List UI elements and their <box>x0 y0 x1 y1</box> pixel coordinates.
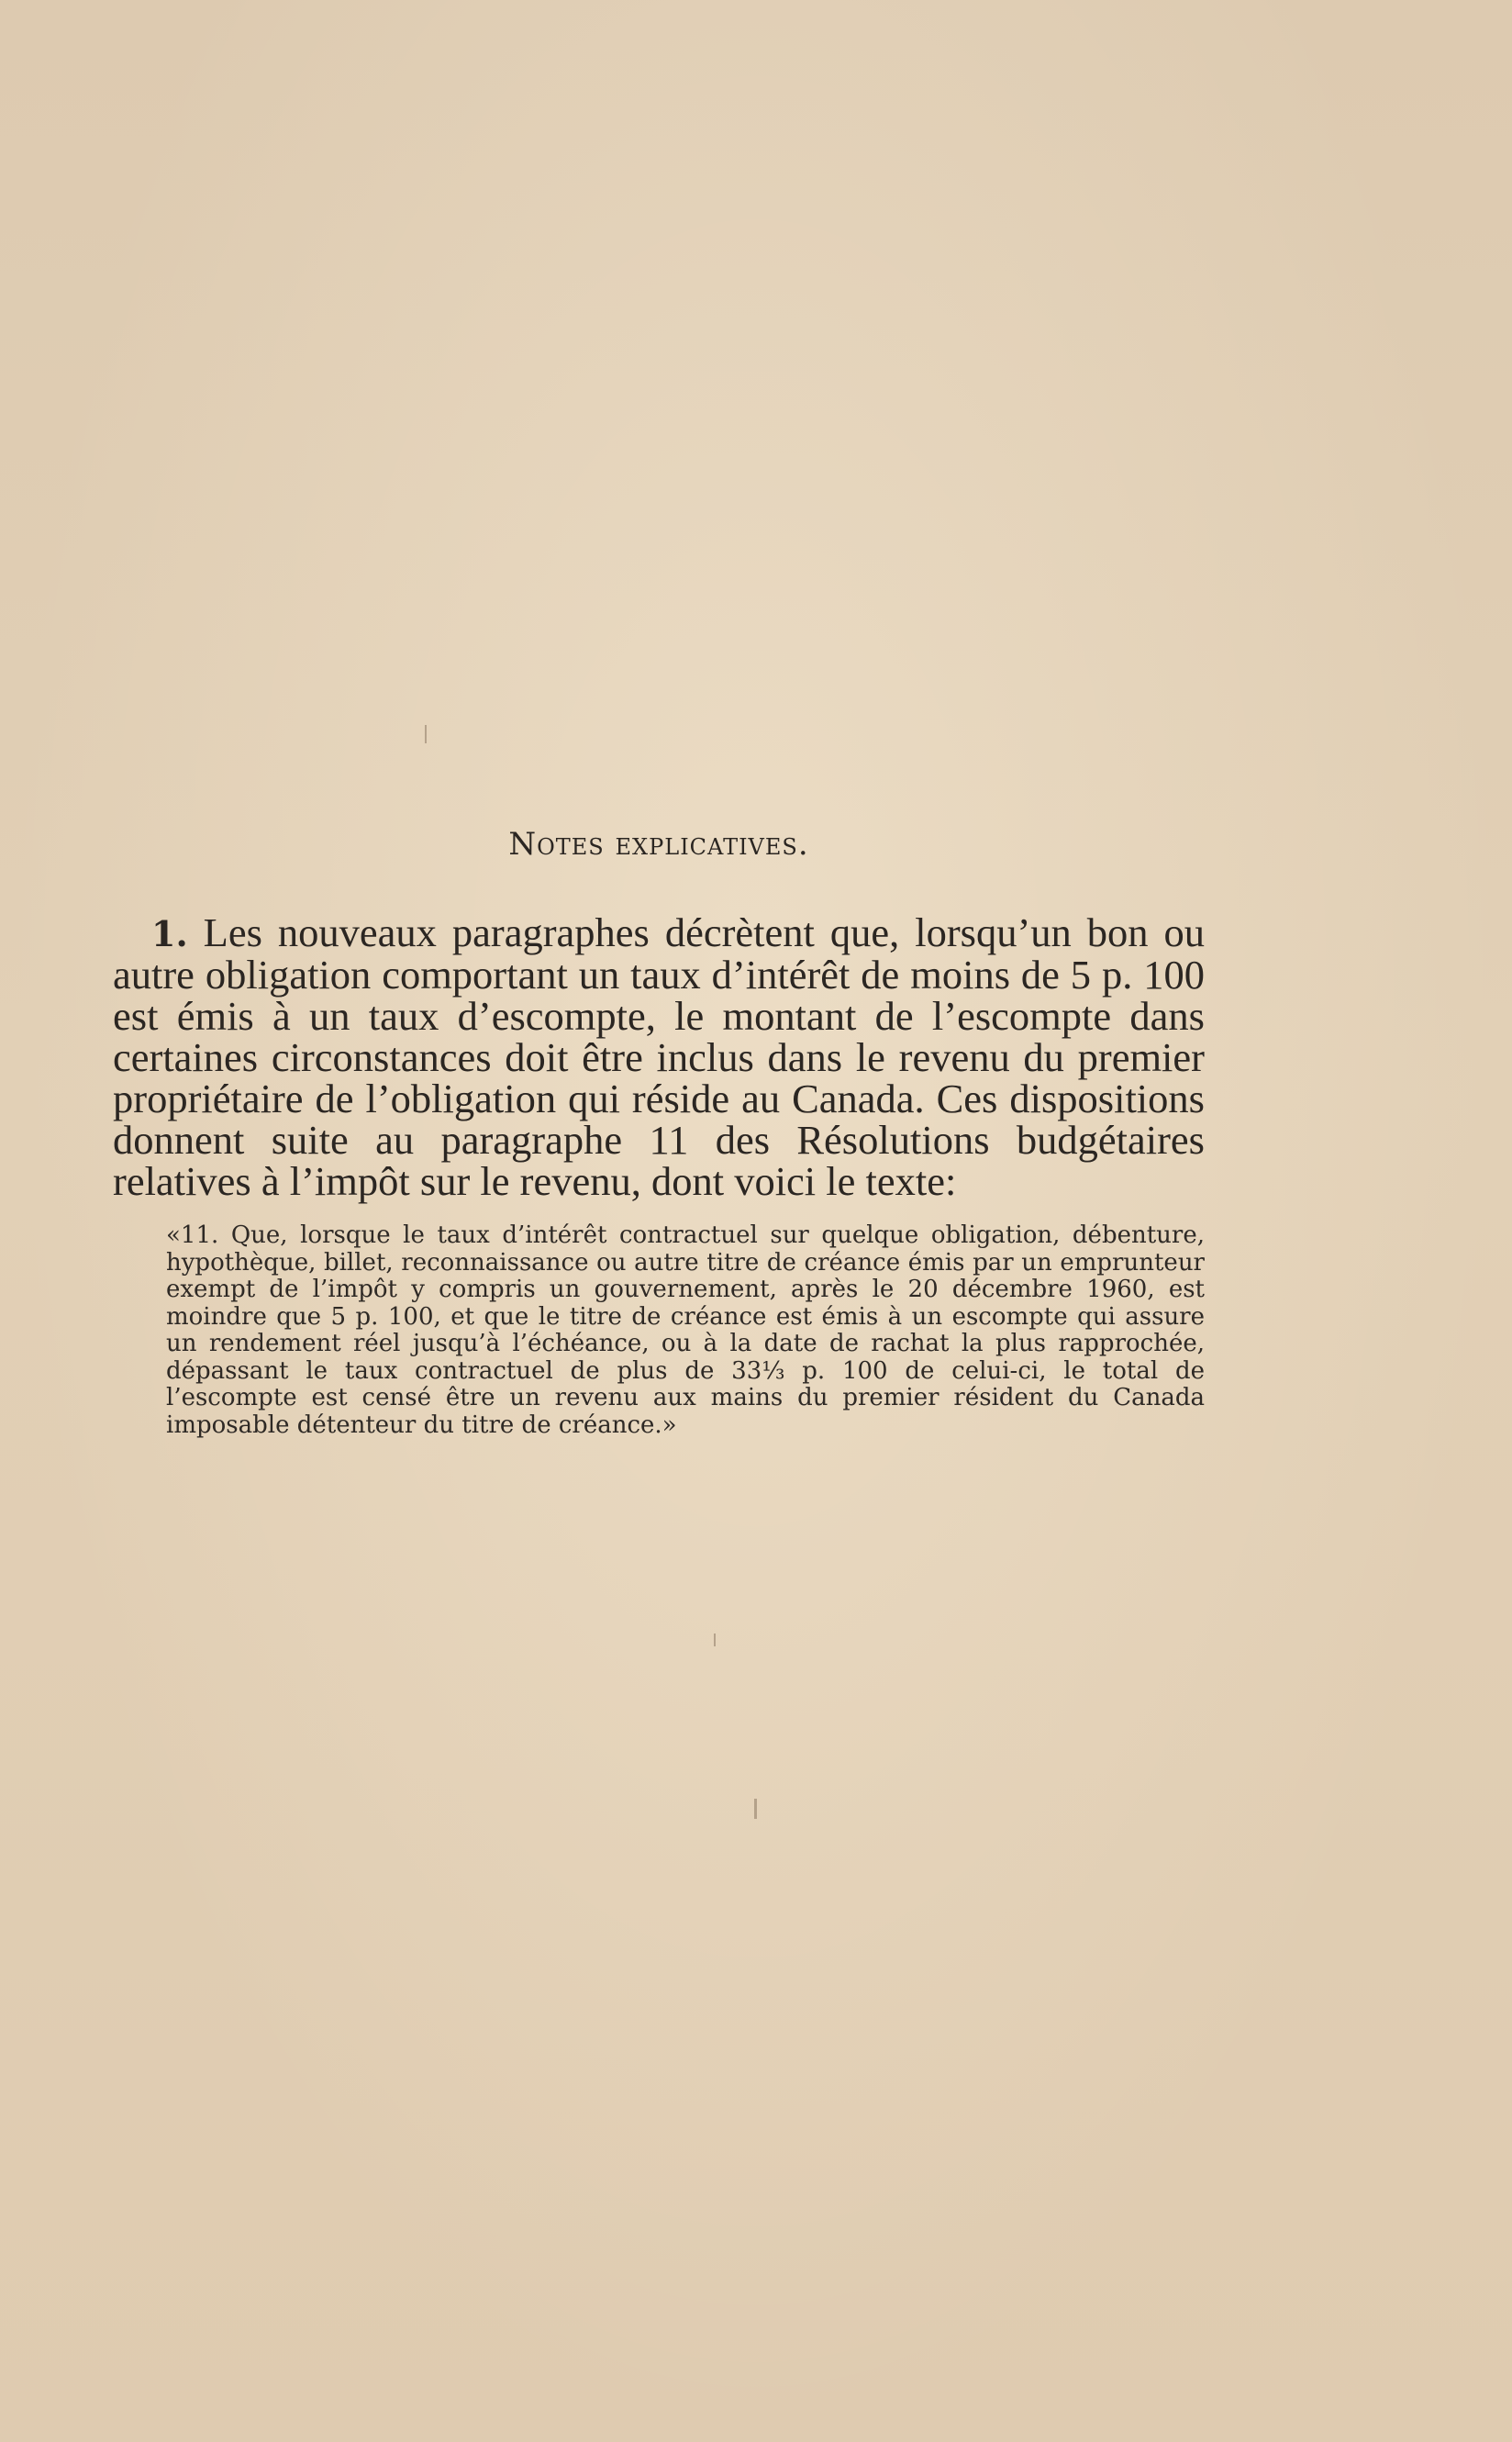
note-number: 1. <box>151 913 188 954</box>
quoted-resolution <box>166 1222 1205 1439</box>
paper-speck <box>425 725 427 743</box>
heading-text: Notes explicatives. <box>508 826 809 863</box>
page-title <box>113 826 1205 863</box>
explanatory-note-paragraph <box>113 909 1205 1204</box>
paper-speck <box>754 1799 757 1819</box>
paper-speck <box>714 1634 716 1646</box>
note-text: Les nouveaux paragraphes décrètent que, lorsqu’un bon ou autre obligation comportant un taux d’intérêt de moins de 5 p. 100 est émis à un taux d’escompte, le montant de l’escompte dans certaines circonstances doit être inclus dans le revenu du premier propriétaire de l’obligation qui réside au Canada. Ces dispositions donnent suite au paragraphe 11 des Résolutions budgétaires relatives à l’impôt sur le revenu, dont voici le texte: <box>113 909 1205 1204</box>
document-body <box>113 826 1205 1439</box>
quote-text: «11. Que, lorsque le taux d’intérêt contractuel sur quelque obligation, débenture, hypothèque, billet, reconnaissance ou autre titre de créance émis par un emprunteur exempt de l’impôt y compris un gouvernement, après le 20 décembre 1960, est moindre que 5 p. 100, et que le titre de créance est émis à un escompte qui assure un rendement réel jusqu’à l’échéance, ou à la date de rachat la plus rapprochée, dépassant le taux contractuel de plus de 33⅓ p. 100 de celui-ci, le total de l’escompte est censé être un revenu aux mains du premier résident du Canada imposable détenteur du titre de créance.» <box>166 1221 1205 1439</box>
